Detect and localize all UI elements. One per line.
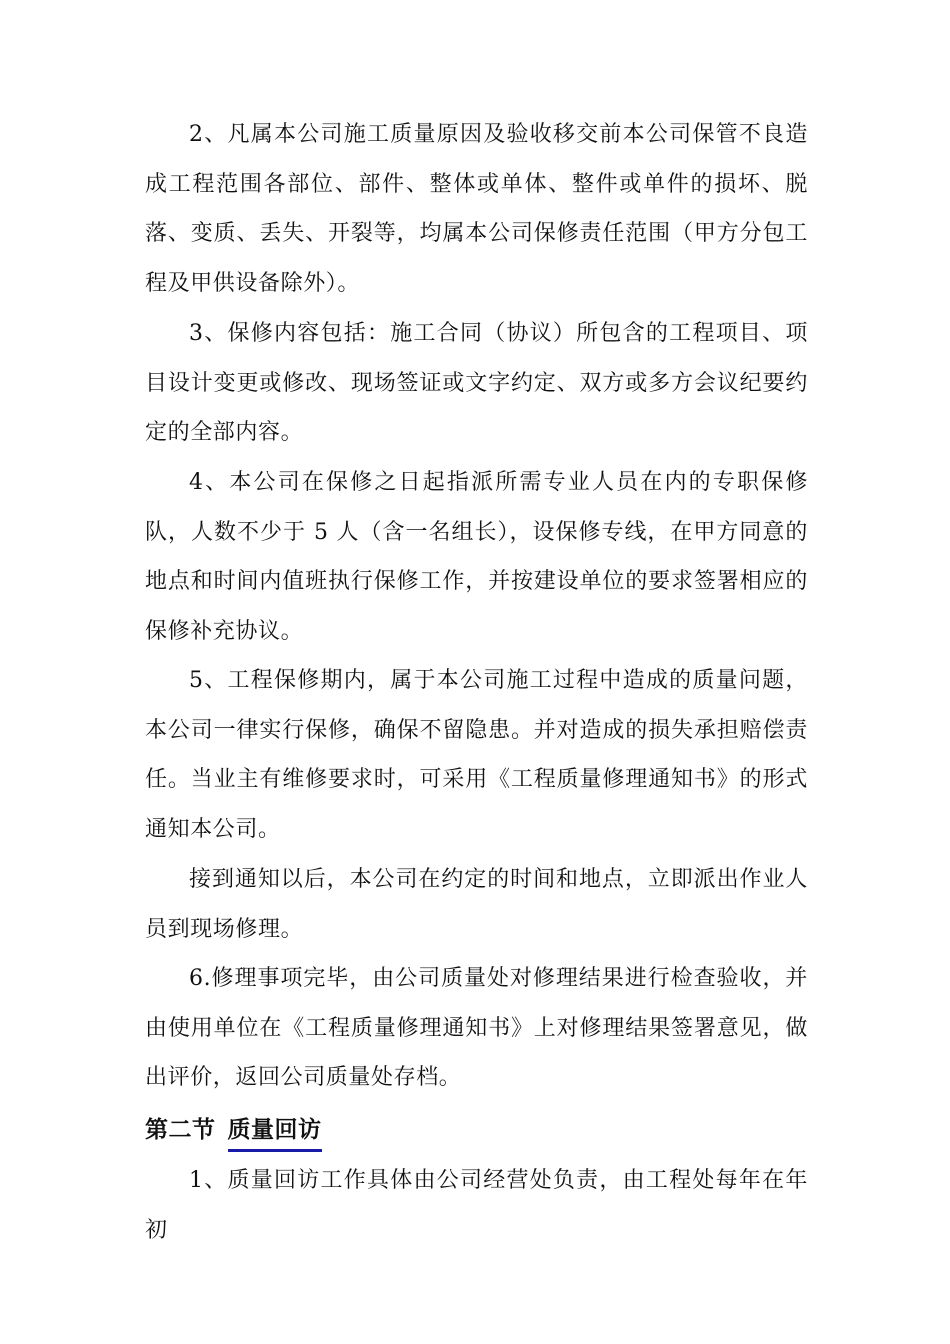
section-heading [145, 1110, 322, 1152]
paragraph-warranty-period: 5、工程保修期内，属于本公司施工过程中造成的质量问题，本公司一律实行保修，确保不留隐患。并对造成的损失承担赔偿责任。当业主有维修要求时，可采用《工程质量修理通知书》的形式通知本公司。 [145, 668, 808, 842]
paragraph-warranty-content: 3、保修内容包括：施工合同（协议）所包含的工程项目、项目设计变更或修改、现场签证或文字约定、双方或多方会议纪要约定的全部内容。 [145, 321, 808, 445]
paragraph-repair-acceptance: 6.修理事项完毕，由公司质量处对修理结果进行检查验收，并由使用单位在《工程质量修理通知书》上对修理结果签署意见，做出评价，返回公司质量处存档。 [145, 966, 808, 1090]
paragraph-return-visit: 1、质量回访工作具体由公司经营处负责，由工程处每年在年初 [145, 1168, 808, 1243]
paragraph-repair-dispatch: 接到通知以后，本公司在约定的时间和地点，立即派出作业人员到现场修理。 [145, 867, 808, 942]
paragraph-warranty-team: 4、本公司在保修之日起指派所需专业人员在内的专职保修队，人数不少于 5 人（含一名组长），设保修专线，在甲方同意的地点和时间内值班执行保修工作，并按建设单位的要求签署相应的保修补充协议。 [145, 470, 808, 644]
section-number: 第二节 [145, 1117, 216, 1143]
section-title: 质量回访 [228, 1113, 322, 1152]
paragraph-warranty-scope: 2、凡属本公司施工质量原因及验收移交前本公司保管不良造成工程范围各部位、部件、整体或单体、整件或单件的损坏、脱落、变质、丢失、开裂等，均属本公司保修责任范围（甲方分包工程及甲供设备除外）。 [145, 122, 808, 296]
